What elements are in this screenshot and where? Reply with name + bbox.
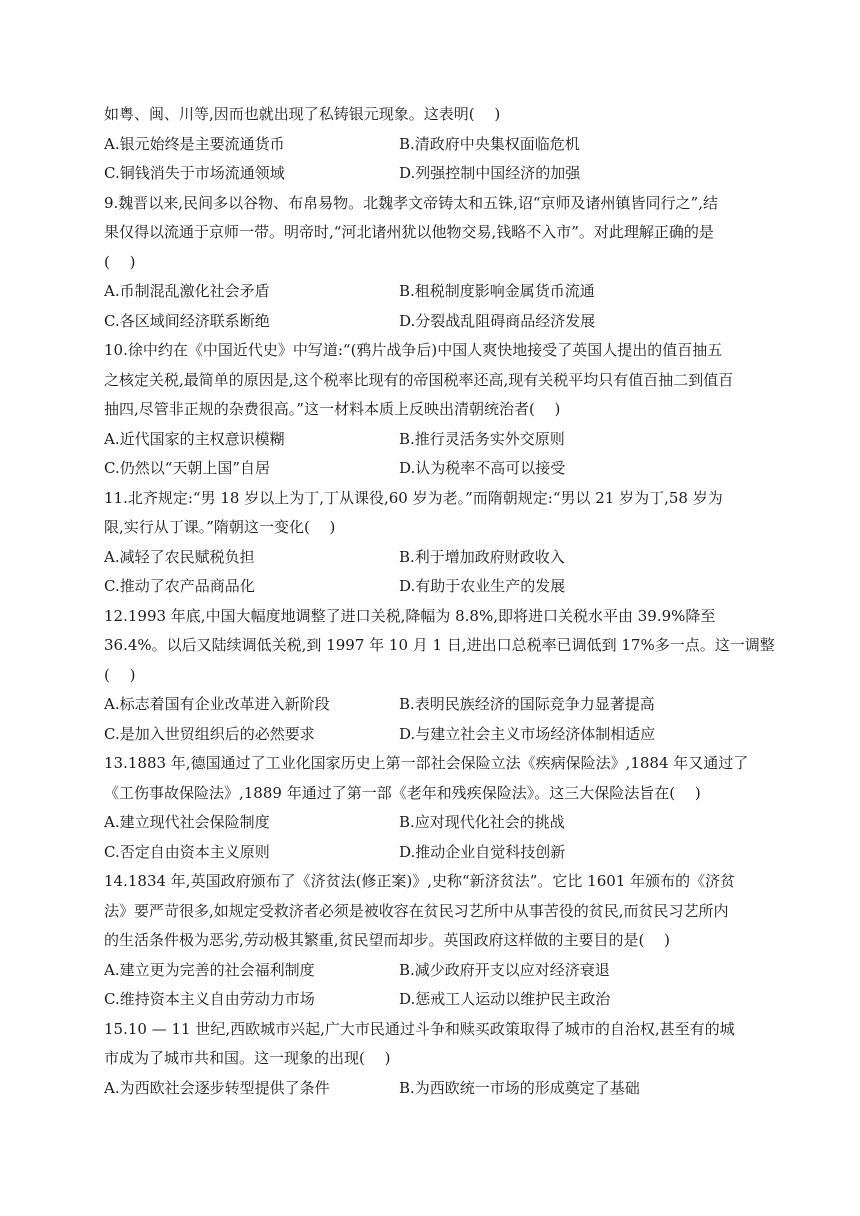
option-c: C.否定自由资本主义原则 (104, 842, 270, 861)
option-b: B.租税制度影响金属货币流通 (399, 282, 595, 300)
question-stem-line: 如粤、闽、川等,因而也就出现了私铸银元现象。这表明( ) (104, 105, 501, 123)
option-b: B.表明民族经济的国际竞争力显著提高 (399, 695, 655, 713)
option-row (104, 808, 776, 838)
option-d: D.有助于农业生产的发展 (399, 577, 566, 595)
question-stem-line: 14.1834 年,英国政府颁布了《济贫法(修正案)》,史称“新济贫法”。它比 1601 年颁布的《济贫 (104, 872, 736, 890)
option-row (104, 956, 776, 986)
option-b: B.推行灵活务实外交原则 (399, 429, 565, 448)
question-stem-line: 的生活条件极为恶劣,劳动极其繁重,贫民望而却步。英国政府这样做的主要目的是( ) (104, 931, 671, 949)
question-8 (104, 100, 776, 189)
option-c: C.维持资本主义自由劳动力市场 (104, 990, 315, 1008)
question-stem-line: 果仅得以流通于京师一带。明帝时,“河北诸州犹以他物交易,钱略不入市”。对此理解正确的是 (104, 223, 714, 241)
option-a: A.近代国家的主权意识模糊 (104, 429, 285, 448)
option-a: A.为西欧社会逐步转型提供了条件 (104, 1078, 330, 1097)
option-row (104, 1074, 776, 1104)
option-b: B.应对现代化社会的挑战 (399, 813, 565, 831)
question-9 (104, 189, 776, 337)
option-d: D.推动企业自觉科技创新 (399, 842, 566, 861)
option-a: A.标志着国有企业改革进入新阶段 (104, 695, 330, 713)
option-b: B.减少政府开支以应对经济衰退 (399, 960, 610, 979)
option-d: D.分裂战乱阻碍商品经济发展 (399, 311, 596, 330)
question-13 (104, 749, 776, 867)
option-b: B.为西欧统一市场的形成奠定了基础 (399, 1078, 640, 1097)
option-row (104, 985, 776, 1015)
option-c: C.仍然以“天朝上国”自居 (104, 459, 271, 477)
question-list (104, 100, 776, 1103)
option-c: C.是加入世贸组织后的必然要求 (104, 724, 315, 743)
question-14 (104, 867, 776, 1015)
question-11 (104, 484, 776, 602)
question-stem-line: 法》要严苛很多,如规定受救济者必须是被收容在贫民习艺所中从事苦役的贫民,而贫民习艺所内 (104, 901, 729, 920)
question-stem-line: 限,实行从丁课。”隋朝这一变化( ) (104, 518, 336, 536)
option-a: A.建立更为完善的社会福利制度 (104, 960, 315, 979)
question-stem-line: 市成为了城市共和国。这一现象的出现( ) (104, 1049, 391, 1067)
option-c: C.推动了农产品商品化 (104, 577, 255, 595)
option-a: A.币制混乱激化社会矛盾 (104, 282, 270, 300)
question-stem-line: 10.徐中约在《中国近代史》中写道:“(鸦片战争后)中国人爽快地接受了英国人提出的值百抽五 (104, 341, 723, 359)
question-stem-line: ( ) (104, 252, 136, 271)
question-stem-line: 13.1883 年,德国通过了工业化国家历史上第一部社会保险立法《疾病保险法》,1884 年又通过了 (104, 754, 749, 772)
option-row (104, 277, 776, 307)
option-row (104, 690, 776, 720)
option-row (104, 425, 776, 455)
option-row (104, 130, 776, 160)
option-row (104, 159, 776, 189)
question-stem-line: 12.1993 年底,中国大幅度地调整了进口关税,降幅为 8.8%,即将进口关税水平由 39.9%降至 (104, 606, 716, 625)
question-stem-line: 之核定关税,最简单的原因是,这个税率比现有的帝国税率还高,现有关税平均只有值百抽二到值百 (104, 370, 734, 389)
question-stem-line: 15.10 — 11 世纪,西欧城市兴起,广大市民通过斗争和赎买政策取得了城市的自治权,甚至有的城 (104, 1019, 735, 1038)
option-d: D.与建立社会主义市场经济体制相适应 (399, 724, 656, 743)
option-a: A.银元始终是主要流通货币 (104, 134, 285, 153)
option-row (104, 572, 776, 602)
question-10 (104, 336, 776, 484)
question-stem-line: 抽四,尽管非正规的杂费很高。”这一材料本质上反映出清朝统治者( ) (104, 400, 561, 418)
option-row (104, 720, 776, 750)
question-stem-line: 36.4%。以后又陆续调低关税,到 1997 年 10 月 1 日,进出口总税率已调低到 17%多一点。这一调整 (104, 636, 775, 654)
question-stem-line: 9.魏晋以来,民间多以谷物、布帛易物。北魏孝文帝铸太和五铢,诏“京师及诸州镇皆同行之”,结 (104, 193, 718, 212)
option-b: B.利于增加政府财政收入 (399, 547, 565, 566)
question-15 (104, 1015, 776, 1104)
option-d: D.认为税率不高可以接受 (399, 459, 566, 477)
option-d: D.惩戒工人运动以维护民主政治 (399, 990, 611, 1008)
option-row (104, 307, 776, 337)
option-row (104, 454, 776, 484)
option-row (104, 838, 776, 868)
option-d: D.列强控制中国经济的加强 (399, 164, 581, 182)
option-a: A.减轻了农民赋税负担 (104, 547, 255, 566)
question-12 (104, 602, 776, 750)
option-c: C.铜钱消失于市场流通领域 (104, 164, 285, 182)
option-row (104, 543, 776, 573)
question-stem-line: 11.北齐规定:“男 18 岁以上为丁,丁从课役,60 岁为老。”而隋朝规定:“男以 21 岁为丁,58 岁为 (104, 488, 723, 507)
question-stem-line: 《工伤事故保险法》,1889 年通过了第一部《老年和残疾保险法》。这三大保险法旨在( ) (104, 783, 701, 802)
option-a: A.建立现代社会保险制度 (104, 813, 270, 831)
question-stem-line: ( ) (104, 665, 136, 684)
option-b: B.清政府中央集权面临危机 (399, 134, 580, 153)
option-c: C.各区域间经济联系断绝 (104, 311, 270, 330)
